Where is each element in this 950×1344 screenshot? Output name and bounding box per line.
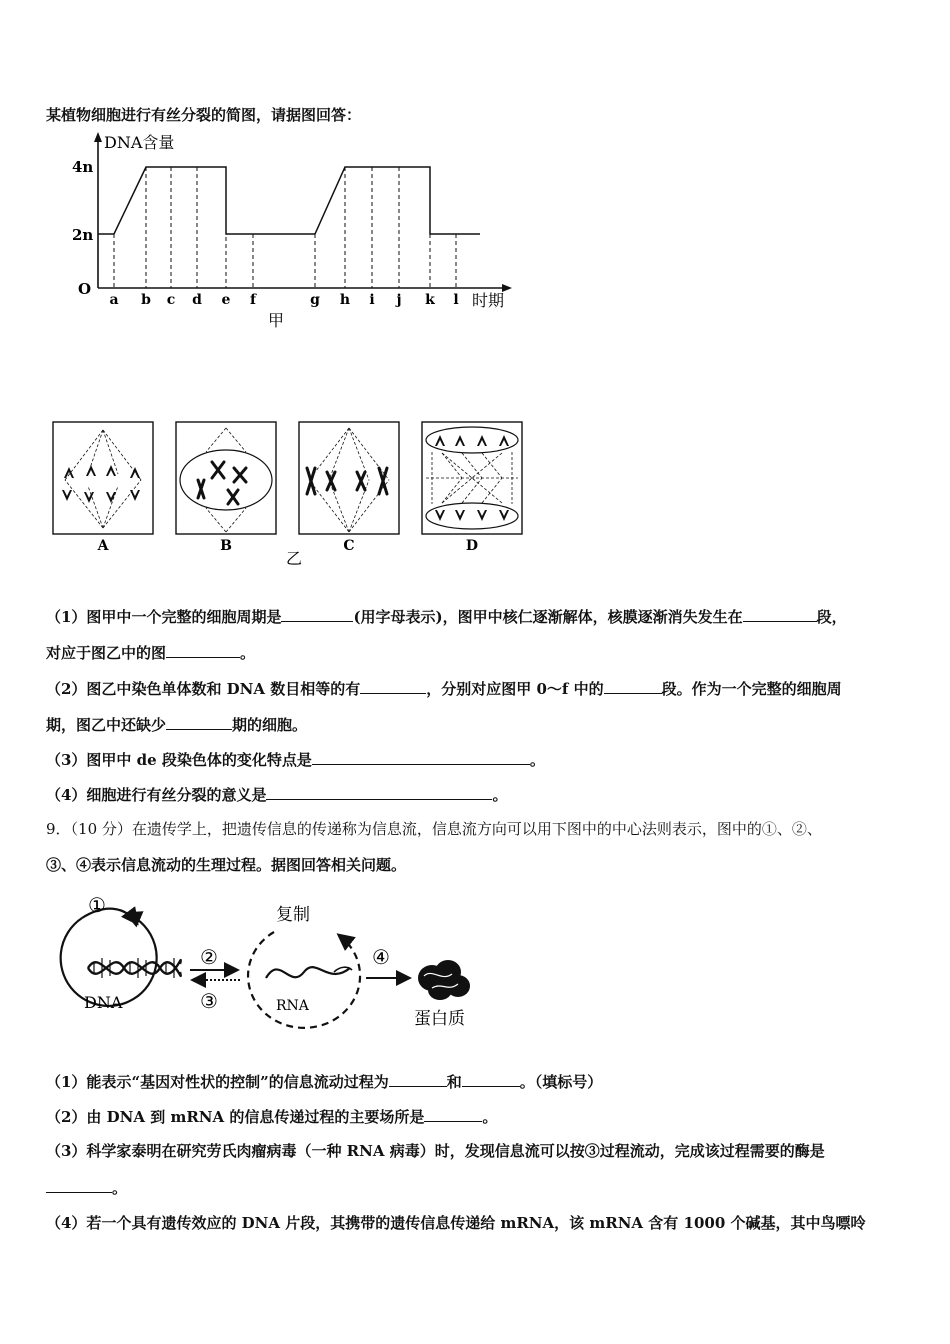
- answer-blank[interactable]: [166, 715, 232, 730]
- y-tick-2n: 2n: [72, 226, 94, 244]
- answer-blank[interactable]: [312, 750, 530, 765]
- x-tick-c: c: [166, 292, 176, 308]
- central-dogma-diagram: [44, 892, 494, 1034]
- x-tick-j: j: [396, 292, 402, 308]
- label-1: ①: [88, 893, 106, 917]
- cell-d-label: D: [465, 538, 479, 554]
- answer-blank[interactable]: [46, 1178, 112, 1193]
- q8-part1-line1: [46, 606, 847, 627]
- q8-part1-text-d: 对应于图乙中的图: [46, 644, 167, 662]
- cell-b-label: B: [220, 538, 232, 554]
- q8-part2-text-d: 期，图乙中还缺少: [46, 716, 167, 734]
- q8-part1-text-b: (用字母表示)，图甲中核仁逐渐解体，核膜逐渐消失发生在: [353, 608, 743, 626]
- q9-part2-text-b: 。: [482, 1108, 498, 1126]
- rna-label: RNA: [276, 998, 309, 1014]
- q8-part1-text-a: （1）图甲中一个完整的细胞周期是: [46, 608, 282, 626]
- cell-a-label: A: [97, 538, 109, 554]
- x-tick-g: g: [310, 292, 320, 308]
- x-tick-a: a: [109, 292, 119, 308]
- answer-blank[interactable]: [360, 679, 426, 694]
- x-tick-b: b: [141, 292, 151, 308]
- dna-label: DNA: [84, 993, 123, 1012]
- origin-label: O: [78, 280, 92, 298]
- q9-part3-line2: [46, 1177, 127, 1198]
- x-tick-i: i: [369, 292, 375, 308]
- q8-part3-text-b: 。: [529, 751, 545, 769]
- cell-c-label: C: [343, 538, 355, 554]
- q9-part1-text-c: 。（填标号）: [519, 1073, 603, 1091]
- graph-caption: 甲: [268, 311, 285, 330]
- q8-part2-text-e: 期的细胞。: [232, 716, 308, 734]
- q8-part2-text-a: （2）图乙中染色单体数和 DNA 数目相等的有: [46, 680, 361, 698]
- protein-label: 蛋白质: [414, 1009, 465, 1029]
- cell-c: [299, 422, 399, 534]
- answer-blank[interactable]: [389, 1072, 447, 1087]
- graph-jia: [60, 128, 530, 338]
- q8-part1-text-e: 。: [240, 644, 256, 662]
- q9-part2-text-a: （2）由 DNA 到 mRNA 的信息传递过程的主要场所是: [46, 1108, 425, 1126]
- q8-part2-line1: [46, 678, 842, 699]
- y-axis-arrow: [94, 132, 102, 142]
- answer-blank[interactable]: [281, 607, 353, 622]
- q8-part3: [46, 749, 545, 770]
- q8-part4-text-a: （4）细胞进行有丝分裂的意义是: [46, 786, 267, 804]
- replicate-label: 复制: [276, 905, 310, 925]
- q8-part4: [46, 784, 507, 805]
- label-4: ④: [372, 945, 390, 969]
- dna-helix-icon: [88, 958, 181, 978]
- q8-part2-text-b: ，分别对应图甲 0～f 中的: [426, 680, 604, 698]
- protein-icon: [418, 960, 470, 1000]
- intro-text: 某植物细胞进行有丝分裂的简图，请据图回答：: [46, 106, 362, 124]
- q8-part2-text-c: 段。作为一个完整的细胞周: [661, 680, 842, 698]
- q9-part3-text-b: 。: [112, 1179, 128, 1197]
- q9-part2: [46, 1106, 497, 1127]
- q8-part3-text-a: （3）图甲中 de 段染色体的变化特点是: [46, 751, 312, 769]
- x-tick-e: e: [221, 292, 231, 308]
- cell-a: [53, 422, 153, 534]
- q9-part3-line1: （3）科学家泰明在研究劳氏肉瘤病毒（一种 RNA 病毒）时，发现信息流可以按③过程流动，完成该过程需要的酶是: [46, 1142, 825, 1160]
- dna-curve: [98, 167, 480, 234]
- label-3: ③: [200, 989, 218, 1013]
- x-tick-f: f: [249, 292, 257, 308]
- answer-blank[interactable]: [743, 607, 817, 622]
- x-tick-k: k: [425, 292, 435, 308]
- cell-d: [422, 422, 522, 534]
- q9-header-line1: 9．（10 分）在遗传学上，把遗传信息的传递称为信息流，信息流方向可以用下图中的中心法则表示，图中的①、②、: [46, 820, 822, 838]
- answer-blank[interactable]: [166, 643, 240, 658]
- x-tick-h: h: [339, 292, 351, 308]
- q9-part1: [46, 1071, 602, 1092]
- y-axis-label: DNA含量: [104, 133, 175, 152]
- q8-part1-line2: [46, 642, 255, 663]
- q8-part2-line2: [46, 714, 307, 735]
- q9-part1-text-b: 和: [446, 1073, 462, 1091]
- x-tick-d: d: [192, 292, 202, 308]
- answer-blank[interactable]: [266, 785, 492, 800]
- q9-header-line2: ③、④表示信息流动的生理过程。据图回答相关问题。: [46, 856, 407, 874]
- q8-part4-text-b: 。: [492, 786, 508, 804]
- y-tick-4n: 4n: [72, 158, 94, 176]
- answer-blank[interactable]: [604, 679, 662, 694]
- label-2: ②: [200, 945, 218, 969]
- figure-yi: [48, 418, 528, 570]
- q9-part1-text-a: （1）能表示“基因对性状的控制”的信息流动过程为: [46, 1073, 389, 1091]
- answer-blank[interactable]: [424, 1107, 482, 1122]
- cell-b: [176, 422, 276, 534]
- dashed-lines: [114, 167, 456, 288]
- q8-part1-text-c: 段，: [816, 608, 847, 626]
- x-tick-l: l: [453, 292, 459, 308]
- figure-yi-caption: 乙: [286, 549, 303, 568]
- answer-blank[interactable]: [462, 1072, 520, 1087]
- q9-part4: （4）若一个具有遗传效应的 DNA 片段，其携带的遗传信息传递给 mRNA，该 mRNA 含有 1000 个碱基，其中鸟嘌呤: [46, 1214, 866, 1232]
- x-axis-label: 时期: [472, 291, 505, 310]
